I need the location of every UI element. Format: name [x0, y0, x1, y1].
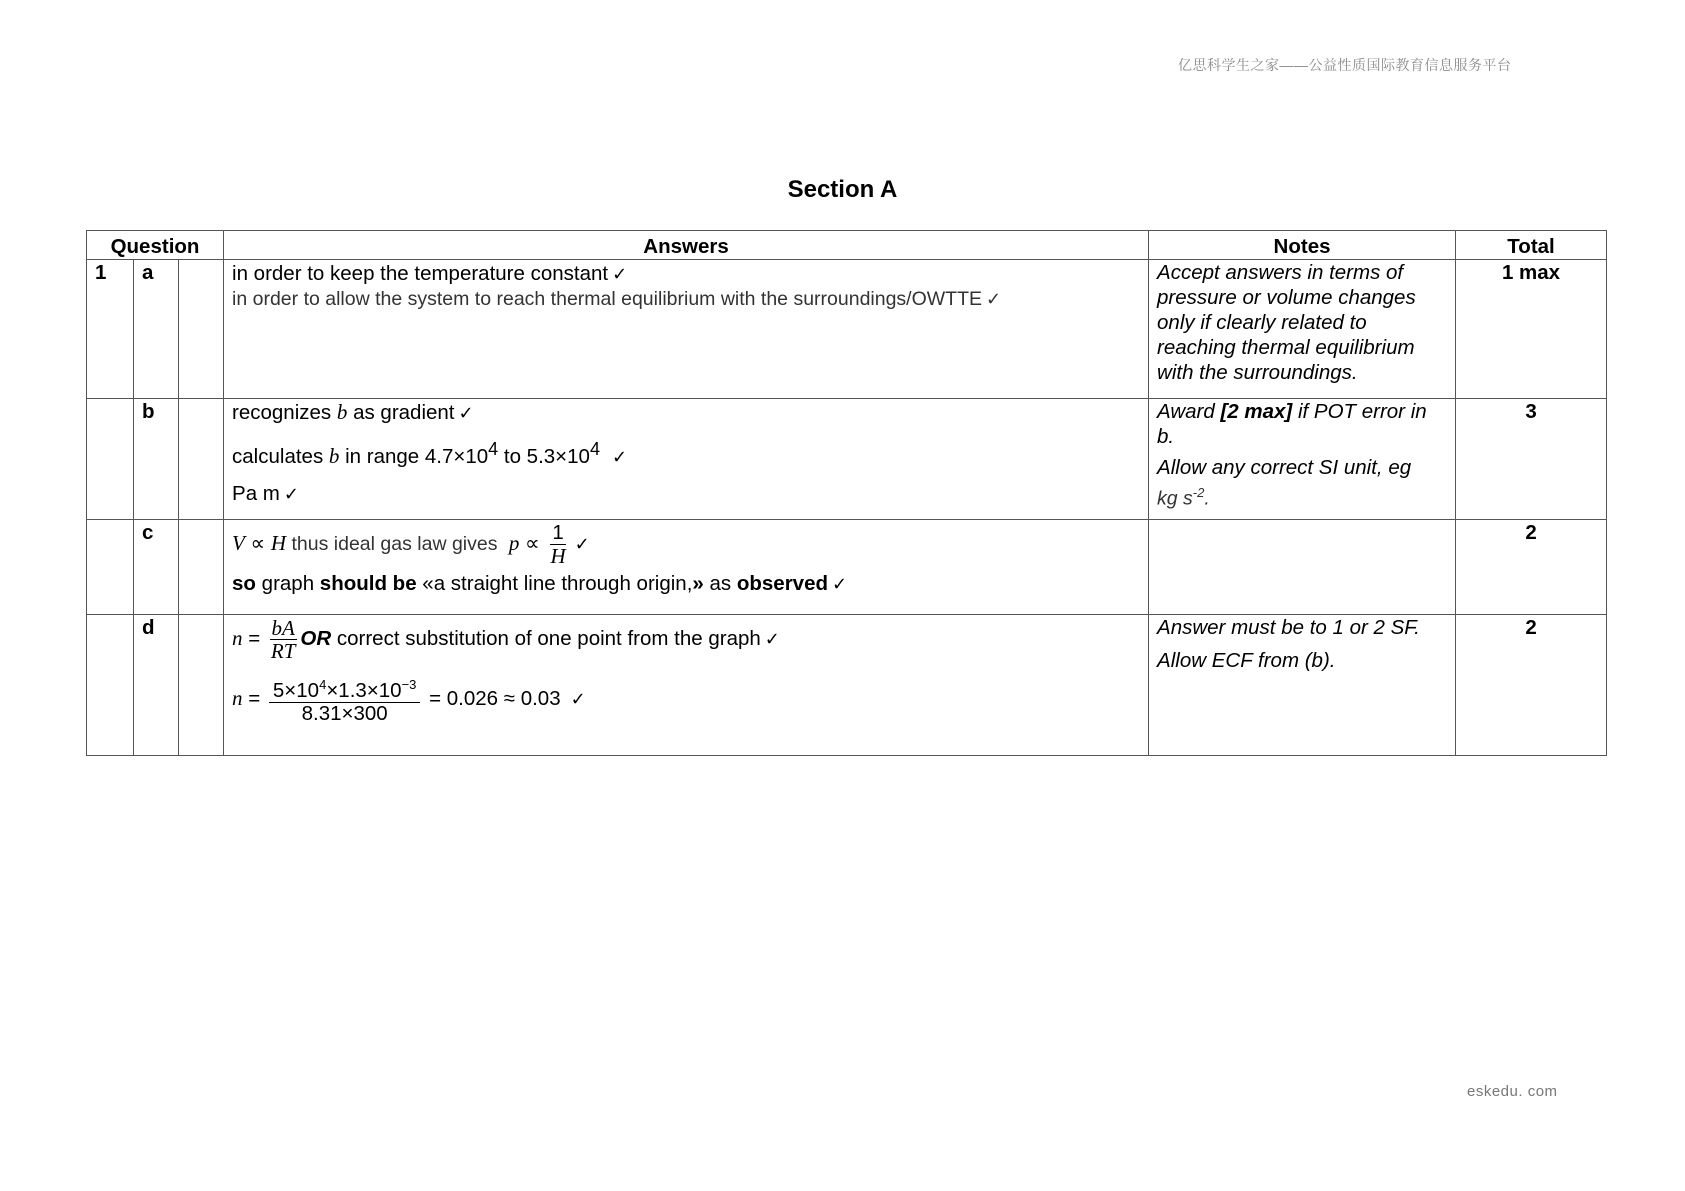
fraction-denominator: 8.31×300	[301, 701, 388, 725]
header-note: 亿思科学生之家——公益性质国际教育信息服务平台	[1178, 57, 1512, 73]
notes-cell: Accept answers in terms of pressure or volume changes only if clearly related to reaching thermal equilibrium with the surroundings.	[1149, 260, 1456, 399]
exponent: 4	[488, 439, 499, 459]
tick-icon: ✓	[458, 403, 474, 424]
notes-text: .	[1204, 487, 1210, 510]
answer-text: correct substitution of one point from the graph	[331, 626, 761, 650]
notes-line: Answer must be to 1 or 2 SF.	[1157, 616, 1420, 639]
answer-line: in order to allow the system to reach thermal equilibrium with the surroundings/OWTTE	[232, 288, 983, 310]
question-part: b	[134, 399, 179, 520]
answer-text: recognizes	[232, 401, 337, 424]
answer-text: as gradient	[347, 401, 455, 424]
question-number	[87, 615, 134, 756]
notes-line: Allow ECF from (b).	[1157, 649, 1336, 672]
answer-bold: so	[232, 572, 256, 595]
question-number: 1	[87, 260, 134, 399]
header-answers: Answers	[224, 231, 1149, 260]
variable-h: H	[270, 530, 287, 555]
table-row	[87, 399, 1607, 520]
fraction-denominator: H	[550, 544, 566, 568]
answer-unit: Pa m	[232, 481, 280, 505]
fraction	[269, 617, 298, 662]
table-row	[87, 260, 1607, 399]
fraction	[548, 522, 567, 567]
total-cell: 2	[1456, 615, 1607, 756]
tick-icon: ✓	[986, 289, 1002, 310]
answer-text: in range	[339, 444, 425, 468]
tick-icon: ✓	[832, 574, 848, 595]
question-number	[87, 520, 134, 615]
equals-symbol: =	[242, 686, 266, 710]
notes-text: Allow any correct SI unit, eg	[1157, 456, 1412, 479]
tick-icon: ✓	[574, 533, 590, 555]
answer-text: thus ideal gas law gives	[286, 532, 503, 555]
fraction-numerator: 1	[552, 521, 564, 544]
total-cell: 1 max	[1456, 260, 1607, 399]
footer-note: eskedu. com	[1467, 1083, 1558, 1100]
tick-icon: ✓	[764, 628, 780, 650]
notes-bold: [2 max]	[1220, 400, 1293, 423]
tick-icon: ✓	[611, 446, 628, 468]
tick-icon: ✓	[283, 483, 299, 505]
table-row	[87, 520, 1607, 615]
section-title: Section A	[787, 176, 898, 203]
subpart-cell	[179, 399, 224, 520]
notes-cell	[1149, 615, 1456, 756]
header-notes: Notes	[1149, 231, 1456, 260]
variable-b: b	[336, 400, 348, 424]
numerator-part: ×1.3×10	[326, 678, 402, 702]
range-to: to	[498, 444, 527, 468]
variable-n: n	[232, 685, 243, 710]
answer-bold: »	[692, 572, 704, 595]
proportional-symbol: ∝	[250, 531, 266, 555]
tick-icon: ✓	[570, 688, 586, 710]
total-cell: 2	[1456, 520, 1607, 615]
answer-cell	[224, 399, 1149, 520]
answer-cell	[224, 520, 1149, 615]
exponent: -2	[1192, 485, 1205, 500]
subpart-cell	[179, 520, 224, 615]
notes-text: kg s	[1157, 487, 1193, 510]
fraction-numerator: bA	[271, 616, 295, 640]
answer-text: graph	[255, 572, 320, 595]
answer-text: «a straight line through origin,	[416, 572, 693, 595]
result-text: = 0.026 ≈ 0.03	[423, 686, 561, 710]
answer-cell	[224, 260, 1149, 399]
total-cell: 3	[1456, 399, 1607, 520]
exponent: −3	[401, 677, 417, 692]
proportional-symbol: ∝	[525, 531, 540, 555]
exponent: 4	[319, 677, 327, 692]
fraction	[269, 674, 421, 725]
range-high: 5.3×10	[526, 444, 590, 468]
tick-icon: ✓	[612, 264, 628, 285]
question-part: a	[134, 260, 179, 399]
answer-line: in order to keep the temperature constant	[232, 262, 609, 285]
markscheme-table	[86, 230, 1607, 756]
notes-text: if POT error in b.	[1157, 400, 1427, 448]
header-row	[87, 231, 1607, 260]
range-low: 4.7×10	[424, 444, 489, 468]
variable-n: n	[232, 625, 243, 650]
table-row	[87, 615, 1607, 756]
variable-p: p	[508, 530, 520, 555]
answer-bold: should be	[319, 572, 417, 595]
subpart-cell	[179, 260, 224, 399]
fraction-numerator	[269, 674, 421, 703]
variable-b: b	[328, 443, 340, 468]
question-number	[87, 399, 134, 520]
question-part: c	[134, 520, 179, 615]
equals-symbol: =	[242, 626, 266, 650]
or-keyword: OR	[300, 626, 332, 650]
header-question: Question	[87, 231, 224, 260]
notes-text: Award	[1157, 400, 1221, 423]
answer-cell	[224, 615, 1149, 756]
answer-text: as	[703, 572, 737, 595]
answer-text: calculates	[232, 444, 329, 468]
exponent: 4	[589, 439, 600, 459]
answer-bold: observed	[736, 572, 828, 595]
numerator-part: 5×10	[272, 678, 320, 702]
header-total: Total	[1456, 231, 1607, 260]
subpart-cell	[179, 615, 224, 756]
fraction-denominator: RT	[270, 639, 296, 663]
notes-cell	[1149, 520, 1456, 615]
notes-cell	[1149, 399, 1456, 520]
question-part: d	[134, 615, 179, 756]
variable-v: V	[232, 530, 245, 555]
